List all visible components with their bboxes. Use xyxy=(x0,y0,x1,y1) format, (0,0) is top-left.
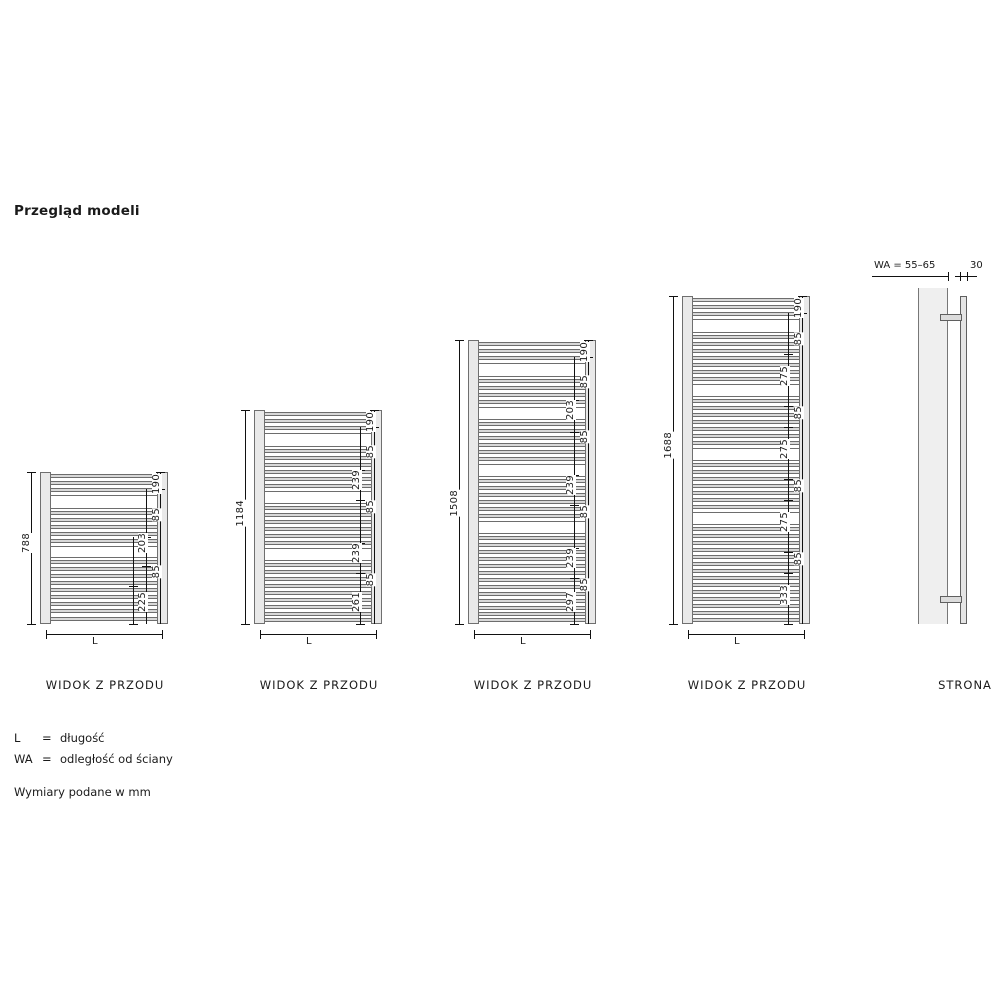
width-dimension-1184 xyxy=(260,634,377,635)
radiator-1508 xyxy=(468,340,596,624)
segment-1688-6: 275 xyxy=(779,512,790,532)
caption-front-1508: WIDOK Z PRZODU xyxy=(473,678,593,692)
units-note: Wymiary podane w mm xyxy=(14,785,151,799)
dimension-line-total-1688 xyxy=(673,296,674,624)
segment-1688-3: 85 xyxy=(793,406,804,420)
caption-front-1688: WIDOK Z PRZODU xyxy=(687,678,807,692)
legend-text-wa: odległość od ściany xyxy=(60,752,173,766)
depth-label: 30 xyxy=(970,260,983,271)
segment-1508-0: 190 xyxy=(579,342,590,362)
segment-1508-8: 297 xyxy=(565,592,576,612)
page-title: Przegląd modeli xyxy=(14,203,140,219)
width-label-788: L xyxy=(92,636,98,647)
segment-1184-5: 85 xyxy=(365,573,376,587)
width-label-1688: L xyxy=(734,636,740,647)
radiator-side-profile xyxy=(960,296,967,624)
legend-text-l: długość xyxy=(60,731,105,745)
segment-1508-3: 85 xyxy=(579,430,590,444)
width-dimension-1688 xyxy=(688,634,805,635)
width-label-1508: L xyxy=(520,636,526,647)
wall xyxy=(918,288,948,624)
legend-key-wa: WA xyxy=(14,752,33,766)
total-height-1508: 1508 xyxy=(449,490,460,517)
total-height-788: 788 xyxy=(21,533,32,553)
legend-key-l: L xyxy=(14,731,21,745)
radiator-1688 xyxy=(682,296,810,624)
legend-eq-l: = xyxy=(42,731,52,745)
segment-1184-2: 239 xyxy=(351,470,362,490)
segment-1184-3: 85 xyxy=(365,500,376,514)
segment-1688-0: 190 xyxy=(793,298,804,318)
segment-1508-5: 85 xyxy=(579,505,590,519)
radiator-788 xyxy=(40,472,168,624)
segment-1508-6: 239 xyxy=(565,548,576,568)
segment-1688-1: 85 xyxy=(793,332,804,346)
radiator-post-right xyxy=(157,472,168,624)
width-label-1184: L xyxy=(306,636,312,647)
segment-1184-4: 239 xyxy=(351,543,362,563)
wa-label: WA = 55–65 xyxy=(874,260,936,271)
segment-1184-0: 190 xyxy=(365,412,376,432)
segment-1688-8: 333 xyxy=(779,585,790,605)
segment-1688-5: 85 xyxy=(793,479,804,493)
radiator-post-left xyxy=(40,472,51,624)
radiator-post-right xyxy=(371,410,382,624)
radiator-rails xyxy=(693,296,799,624)
segment-788-0: 190 xyxy=(151,474,162,494)
segment-1688-4: 275 xyxy=(779,439,790,459)
segment-axis-788 xyxy=(160,472,161,624)
depth-dimension-line xyxy=(955,276,977,277)
width-dimension-1508 xyxy=(474,634,591,635)
dimension-line-total-1508 xyxy=(459,340,460,624)
total-height-1184: 1184 xyxy=(235,500,246,527)
segment-1688-2: 275 xyxy=(779,366,790,386)
segment-788-4: 225 xyxy=(137,592,148,612)
segment-1688-7: 85 xyxy=(793,552,804,566)
segment-788-3: 85 xyxy=(151,565,162,579)
radiator-post-left xyxy=(254,410,265,624)
segment-788-2: 203 xyxy=(137,533,148,553)
caption-front-1184: WIDOK Z PRZODU xyxy=(259,678,379,692)
wall-bracket-bottom xyxy=(940,596,962,603)
segment-1508-2: 203 xyxy=(565,400,576,420)
wall-bracket-top xyxy=(940,314,962,321)
segment-axis-1184 xyxy=(374,410,375,624)
radiator-1184 xyxy=(254,410,382,624)
legend-eq-wa: = xyxy=(42,752,52,766)
segment-788-1: 85 xyxy=(151,508,162,522)
radiator-post-left xyxy=(682,296,693,624)
width-dimension-788 xyxy=(46,634,163,635)
total-height-1688: 1688 xyxy=(663,432,674,459)
segment-1184-6: 261 xyxy=(351,592,362,612)
caption-side: STRONA xyxy=(938,678,992,692)
caption-front-788: WIDOK Z PRZODU xyxy=(45,678,165,692)
segment-1508-4: 239 xyxy=(565,475,576,495)
segment-1508-7: 85 xyxy=(579,578,590,592)
radiator-post-left xyxy=(468,340,479,624)
wa-dimension-line xyxy=(872,276,948,277)
segment-1508-1: 85 xyxy=(579,375,590,389)
segment-1184-1: 85 xyxy=(365,445,376,459)
